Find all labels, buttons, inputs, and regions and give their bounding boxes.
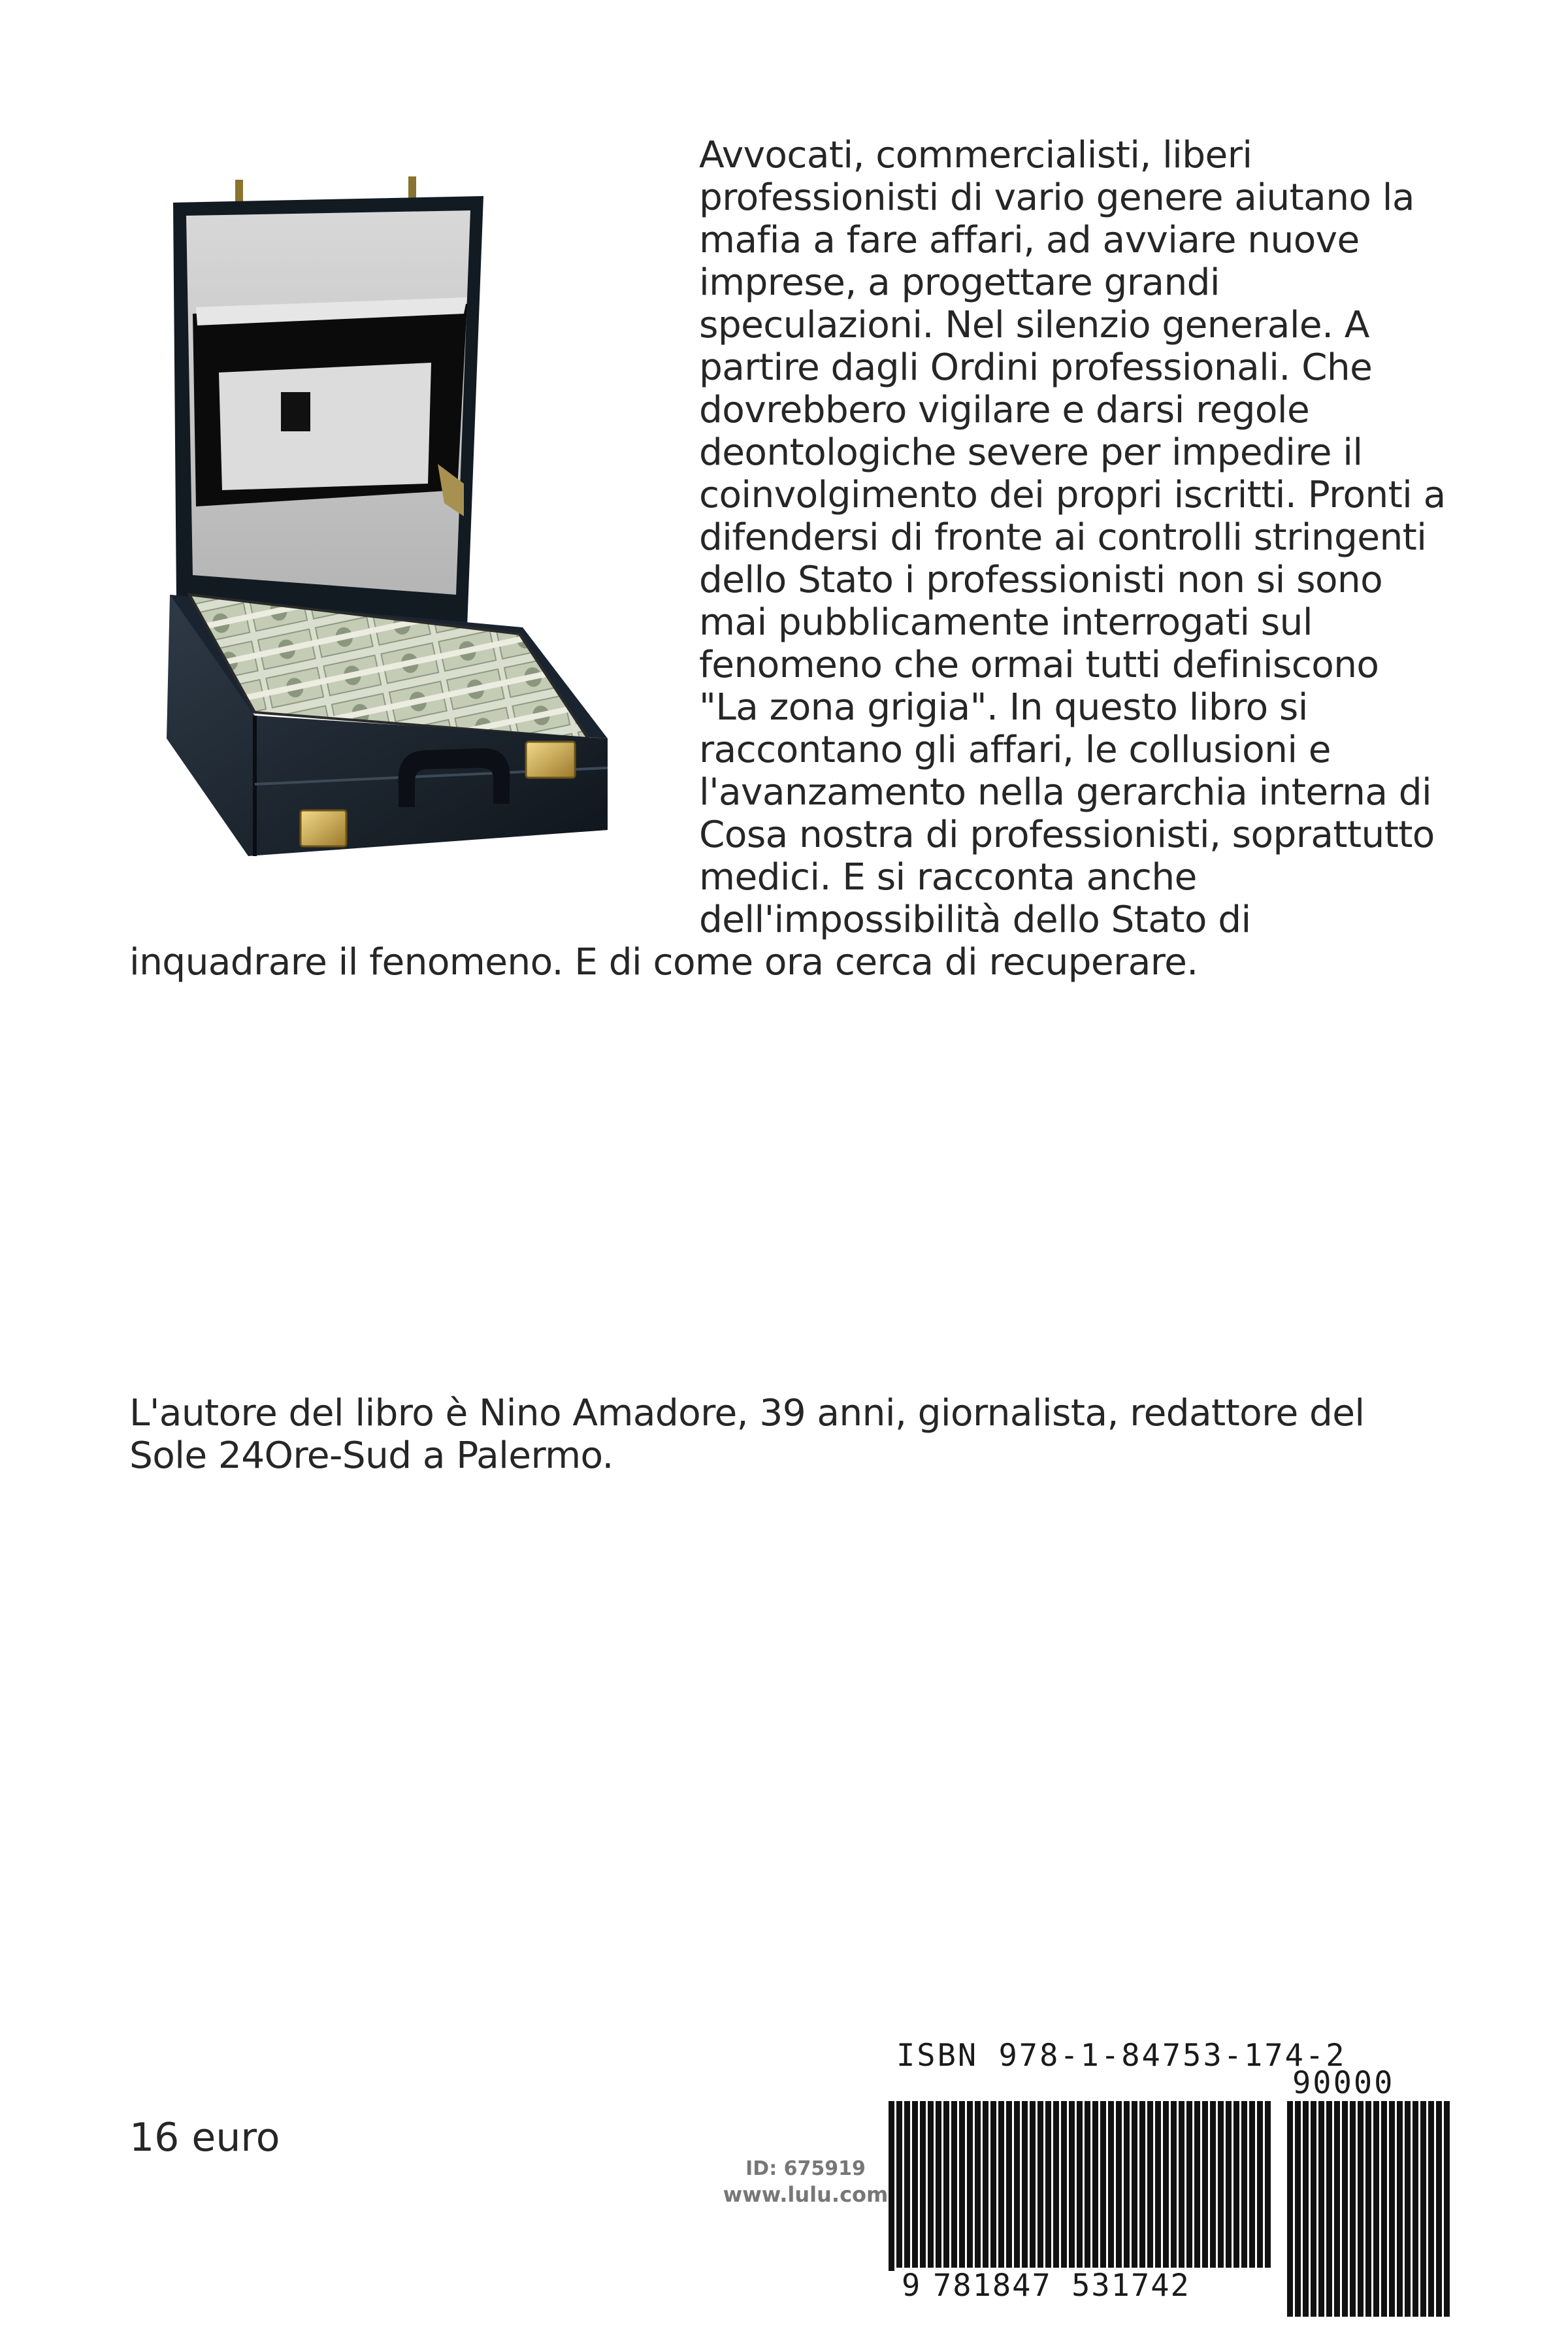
barcode-bar [1037,2101,1043,2268]
barcode-bar [1389,2101,1395,2317]
barcode-digits-rest: 781847 531742 [933,2268,1190,2304]
barcode-bar [1186,2101,1192,2268]
barcode-bar [1295,2101,1301,2317]
barcode-bar [1155,2101,1161,2268]
barcode-bar [1265,2101,1271,2268]
barcode-bar [1139,2101,1145,2268]
barcode-bar [1226,2101,1232,2268]
barcode-bar [1085,2101,1090,2271]
barcode-bar [1241,2101,1247,2268]
barcode-bar [1030,2101,1036,2268]
publisher-info [698,2157,913,2208]
barcode-bar [1420,2101,1426,2317]
barcode-bar [1100,2101,1106,2268]
barcode-bar [1014,2101,1020,2268]
barcode-bar [998,2101,1004,2268]
barcode-bar [1249,2101,1255,2268]
barcode-addon-label: 90000 [1292,2065,1395,2101]
barcode-bar [1053,2101,1059,2268]
barcode-bar [1318,2101,1324,2317]
publisher-url: www.lulu.com [723,2182,889,2207]
barcode-bar [1436,2101,1442,2317]
barcode-bar [1179,2101,1184,2268]
barcode-bar [983,2101,988,2268]
barcode-bar [1194,2101,1200,2268]
barcode-bar [1163,2101,1169,2268]
barcode-bar [1365,2101,1371,2317]
image-wrap-space [129,134,699,938]
barcode-bar [1287,2101,1293,2317]
barcode-bar [1233,2101,1239,2268]
barcode-digit-first: 9 [902,2268,922,2304]
blurb-paragraph [129,134,1449,984]
blurb-text: Avvocati, commercialisti, liberi professionisti di vario genere aiutano la mafia a fare affari, ad avviare nuove imprese, a progettare grandi speculazioni. Nel silenzio generale. A partire dagli Ordini professionali. Che dovrebbero vigilare e darsi regole deontologiche severe per impedire il coinvolgimento dei propri iscritti. Pronti a difendersi di fronte ai controlli stringenti dello Stato i professionisti non si sono mai pubblicamente interrogati sul fenomeno che ormai tutti definiscono "La zona grigia". In questo libro si raccontano gli affari, le collusioni e l'avanzamento nella gerarchia interna di Cosa nostra di professionisti, soprattutto medici. E si racconta anche dell'impossibilità dello Stato di inquadrare il fenomeno. E di come ora cerca di recuperare. [129,134,1446,984]
barcode-bar [1405,2101,1411,2317]
barcode-bar [959,2101,965,2268]
barcode-bar [1092,2101,1098,2268]
barcode-bar [1311,2101,1316,2317]
barcode-bar [1147,2101,1153,2268]
barcode-bar [1202,2101,1208,2268]
barcode-bar [912,2101,918,2268]
author-note: L'autore del libro è Nino Amadore, 39 anni, giornalista, redattore del Sole 24Ore-Sud a Palermo. [129,1392,1365,1477]
barcode-bar [1428,2101,1434,2317]
barcode-bar [1350,2101,1356,2317]
barcode-bar [1342,2101,1348,2317]
barcode-bar [1218,2101,1224,2268]
barcode-bar [951,2101,957,2268]
barcode-digits [902,2268,1267,2304]
price: 16 euro [129,2115,280,2161]
isbn-barcode [889,2101,1274,2271]
barcode-bar [896,2101,902,2268]
barcode-bar [1077,2101,1083,2271]
barcode-bar [975,2101,981,2268]
barcode-bar [990,2101,996,2268]
barcode-bar [1397,2101,1403,2317]
barcode-bar [1132,2101,1137,2268]
barcode-bar [1303,2101,1309,2317]
barcode-bar [1116,2101,1122,2268]
barcode-bar [943,2101,949,2268]
barcode-bar [1444,2101,1450,2317]
barcode-bar [1045,2101,1051,2268]
barcode-bar [1061,2101,1067,2268]
barcode-bar [1373,2101,1379,2317]
barcode-bar [1210,2101,1216,2268]
barcode-bar [1069,2101,1075,2268]
barcode-bar [1257,2101,1263,2268]
isbn-label: ISBN 978-1-84753-174-2 [896,2038,1347,2074]
barcode-bar [889,2101,894,2271]
barcode-bar [1108,2101,1114,2268]
barcode-bar [1124,2101,1130,2268]
publisher-id: ID: 675919 [745,2157,866,2180]
barcode-bar [1413,2101,1418,2317]
barcode-bar [928,2101,934,2268]
barcode-bar [1358,2101,1364,2317]
barcode-bar [967,2101,973,2268]
barcode-bar [1006,2101,1012,2268]
barcode-bar [1326,2101,1332,2317]
barcode-bar [904,2101,910,2268]
barcode-bar [920,2101,926,2268]
addon-barcode [1287,2101,1454,2317]
barcode-bar [1381,2101,1387,2317]
barcode-bar [1022,2101,1028,2268]
barcode-bar [936,2101,941,2268]
barcode-bar [1334,2101,1340,2317]
barcode-bar [1171,2101,1177,2268]
